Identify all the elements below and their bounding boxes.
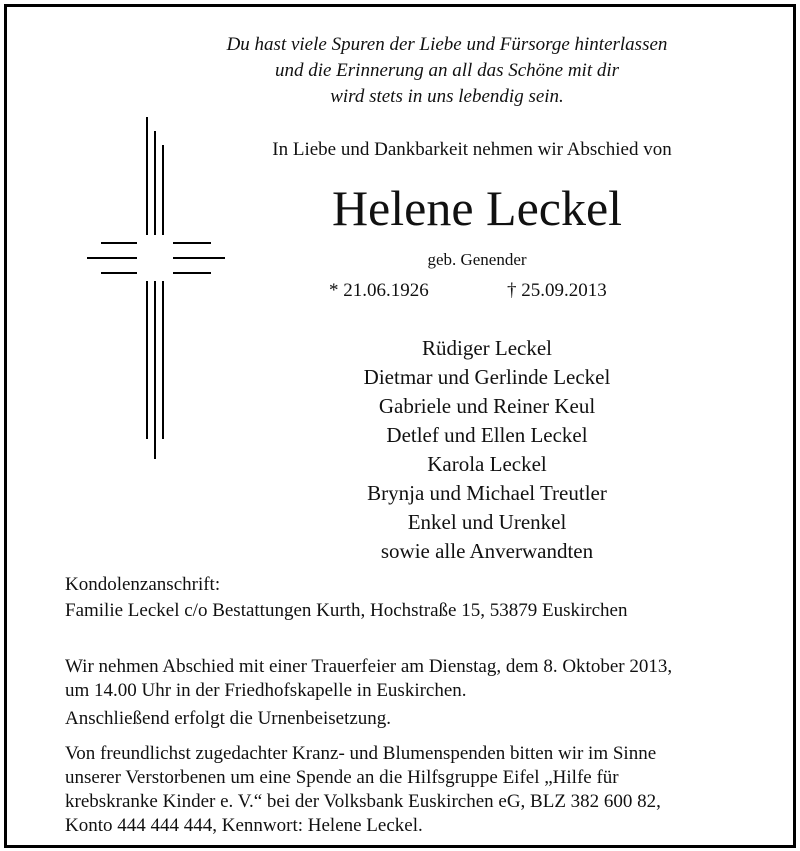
donation-line: unserer Verstorbenen um eine Spende an die Hilfsgruppe Eifel „Hilfe für [65,767,619,788]
birth-date: * 21.06.1926 [329,280,429,301]
service-details [65,655,765,731]
mourner-name: Detlef und Ellen Leckel [386,423,588,447]
obituary-notice [4,4,796,848]
mourner-name: sowie alle Anverwandten [380,539,594,563]
verse-line: wird stets in uns lebendig sein. [330,86,564,107]
memorial-verse [167,32,727,110]
donation-line: krebskranke Kinder e. V.“ bei der Volksbank Euskirchen eG, BLZ 382 600 82, [65,791,661,812]
condolence-address-section [65,572,765,624]
mourners-list [277,334,697,566]
service-line: um 14.00 Uhr in der Friedhofskapelle in Euskirchen. [65,680,467,701]
donation-line: Von freundlichst zugedachter Kranz- und Blumenspenden bitten wir im Sinne [65,743,657,764]
mourner-name: Rüdiger Leckel [421,336,553,360]
burial-note: Anschließend erfolgt die Urnenbeisetzung. [65,708,392,729]
mourner-name: Enkel und Urenkel [407,510,567,534]
verse-line: und die Erinnerung an all das Schöne mit dir [274,60,620,81]
donation-line: Konto 444 444 444, Kennwort: Helene Leckel. [65,815,423,836]
death-date: † 25.09.2013 [507,280,607,301]
deceased-name: Helene Leckel [331,180,623,236]
service-line: Wir nehmen Abschied mit einer Trauerfeier am Dienstag, dem 8. Oktober 2013, [65,656,673,677]
donation-request [65,742,765,838]
mourner-name: Karola Leckel [427,452,547,476]
mourner-name: Gabriele und Reiner Keul [378,394,596,418]
cross-icon [79,117,229,469]
farewell-intro: In Liebe und Dankbarkeit nehmen wir Abschied von [272,139,672,160]
condolence-address: Familie Leckel c/o Bestattungen Kurth, Hochstraße 15, 53879 Euskirchen [65,600,628,621]
condolence-label: Kondolenzanschrift: [65,574,221,595]
mourner-name: Brynja und Michael Treutler [367,481,607,505]
birth-name: geb. Genender [427,250,527,269]
mourner-name: Dietmar und Gerlinde Leckel [363,365,611,389]
verse-line: Du hast viele Spuren der Liebe und Fürsorge hinterlassen [226,34,668,55]
